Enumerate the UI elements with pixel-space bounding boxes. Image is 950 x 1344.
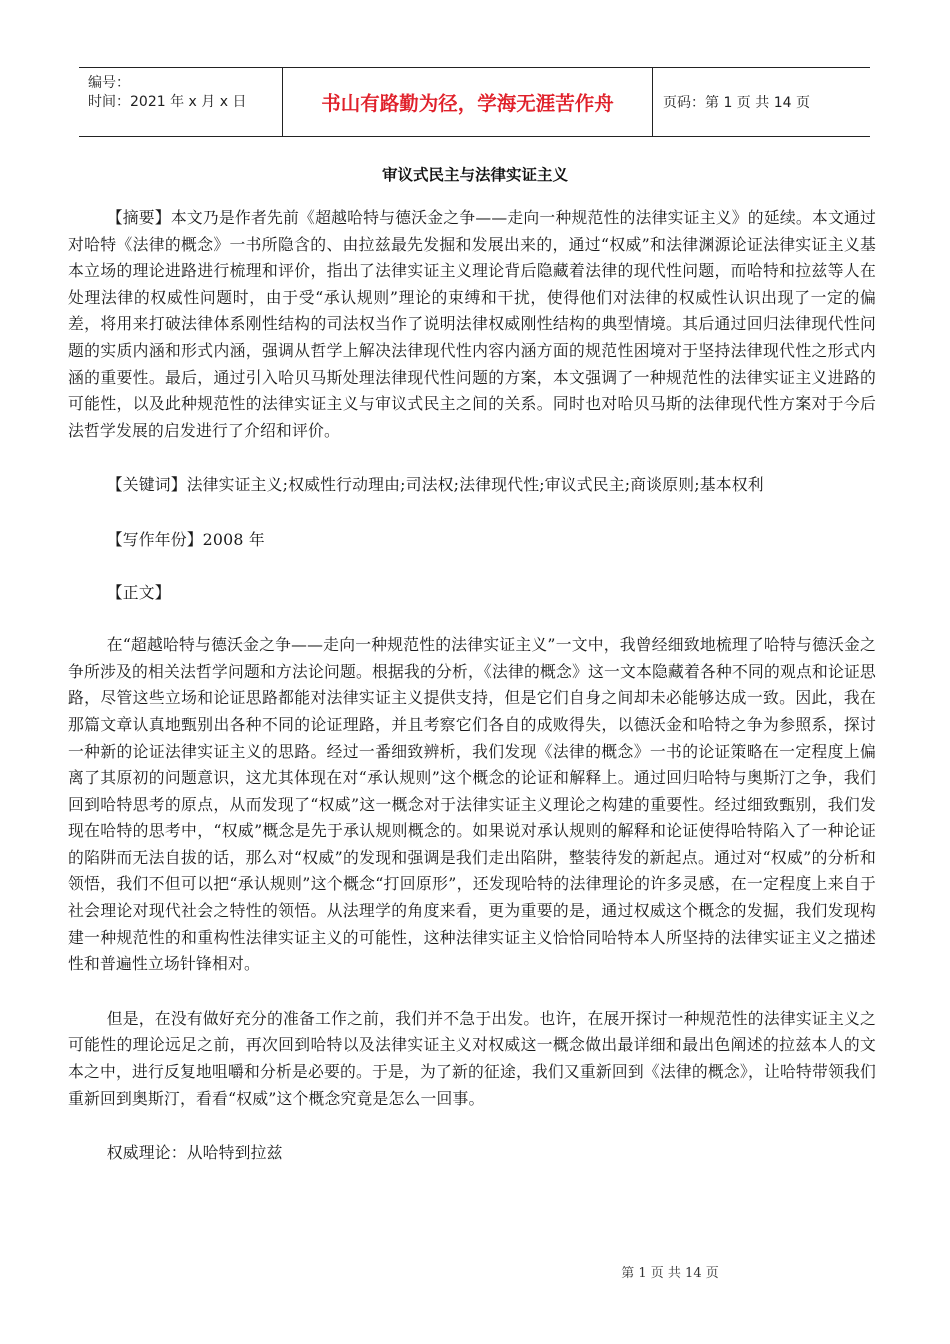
document-body bbox=[68, 205, 876, 1195]
body-paragraph-1: 在“超越哈特与德沃金之争——走向一种规范性的法律实证主义”一文中，我曾经细致地梳理了哈特与德沃金之争所涉及的相关法哲学问题和方法论问题。根据我的分析，《法律的概念》这一文本隐藏着各种不同的观点和论证思路，尽管这些立场和论证思路都能对法律实证主义提供支持，但是它们自身之间却未必能够达成一致。因此，我在那篇文章认真地甄别出各种不同的论证理路，并且考察它们各自的成败得失，以德沃金和哈特之争为参照系，探讨一种新的论证法律实证主义的思路。经过一番细致辨析，我们发现《法律的概念》一书的论证策略在一定程度上偏离了其原初的问题意识，这尤其体现在对“承认规则”这个概念的论证和解释上。通过回归哈特与奥斯汀之争，我们回到哈特思考的原点，从而发现了“权威”这一概念对于法律实证主义理论之构建的重要性。经过细致甄别，我们发现在哈特的思考中，“权威”概念是先于承认规则概念的。如果说对承认规则的解释和论证使得哈特陷入了一种论证的陷阱而无法自拔的话，那么对“权威”的发现和强调是我们走出陷阱，整装待发的新起点。通过对“权威”的分析和领悟，我们不但可以把“承认规则”这个概念“打回原形”，还发现哈特的法律理论的许多灵感，在一定程度上来自于社会理论对现代社会之特性的领悟。从法理学的角度来看，更为重要的是，通过权威这个概念的发掘，我们发现构建一种规范性的和重构性法律实证主义的可能性，这种法律实证主义恰恰同哈特本人所坚持的法律实证主义之描述性和普遍性立场针锋相对。 bbox=[68, 635, 876, 974]
year-paragraph: 【写作年份】2008 年 bbox=[106, 529, 265, 549]
body-paragraph-2: 但是，在没有做好充分的准备工作之前，我们并不急于出发。也许，在展开探讨一种规范性的法律实证主义之可能性的理论远足之前，再次回到哈特以及法律实证主义对权威这一概念做出最详细和最出色阐述的拉兹本人的文本之中，进行反复地咀嚼和分析是必要的。于是，为了新的征途，我们又重新回到《法律的概念》，让哈特带领我们重新回到奥斯汀，看看“权威”这个概念究竟是怎么一回事。 bbox=[68, 1008, 876, 1108]
abstract-paragraph: 【摘要】本文乃是作者先前《超越哈特与德沃金之争——走向一种规范性的法律实证主义》的延续。本文通过对哈特《法律的概念》一书所隐含的、由拉兹最先发掘和发展出来的，通过“权威”和法律渊源论证法律实证主义基本立场的理论进路进行梳理和评价，指出了法律实证主义理论背后隐藏着法律的现代性问题，而哈特和拉兹等人在处理法律的权威性问题时，由于受“承认规则”理论的束缚和干扰，使得他们对法律的权威性认识出现了一定的偏差，将用来打破法律体系刚性结构的司法权当作了说明法律权威刚性结构的典型情境。其后通过回归法律现代性问题的实质内涵和形式内涵，强调从哲学上解决法律现代性内容内涵方面的规范性困境对于坚持法律现代性之形式内涵的重要性。最后，通过引入哈贝马斯处理法律现代性问题的方案，本文强调了一种规范性的法律实证主义进路的可能性，以及此种规范性的法律实证主义与审议式民主之间的关系。同时也对哈贝马斯的法律现代性方案对于今后法哲学发展的启发进行了介绍和评价。 bbox=[68, 208, 876, 440]
header-page-info: 页码：第 1 页 共 14 页 bbox=[663, 95, 810, 111]
section-heading: 权威理论：从哈特到拉兹 bbox=[106, 1143, 283, 1163]
body-label: 【正文】 bbox=[106, 582, 171, 602]
header-table bbox=[79, 67, 870, 137]
document-title: 审议式民主与法律实证主义 bbox=[381, 166, 568, 184]
header-motto: 书山有路勤为径，学海无涯苦作舟 bbox=[283, 68, 653, 136]
number-label: 编号： bbox=[88, 75, 130, 91]
keywords-paragraph: 【关键词】法律实证主义;权威性行动理由;司法权;法律现代性;审议式民主;商谈原则;基本权利 bbox=[106, 475, 764, 495]
time-label: 时间：2021 年 x 月 x 日 bbox=[88, 94, 247, 110]
footer-page-number: 第 1 页 共 14 页 bbox=[621, 1266, 719, 1281]
page-footer bbox=[0, 1262, 950, 1281]
header-meta bbox=[79, 68, 283, 136]
